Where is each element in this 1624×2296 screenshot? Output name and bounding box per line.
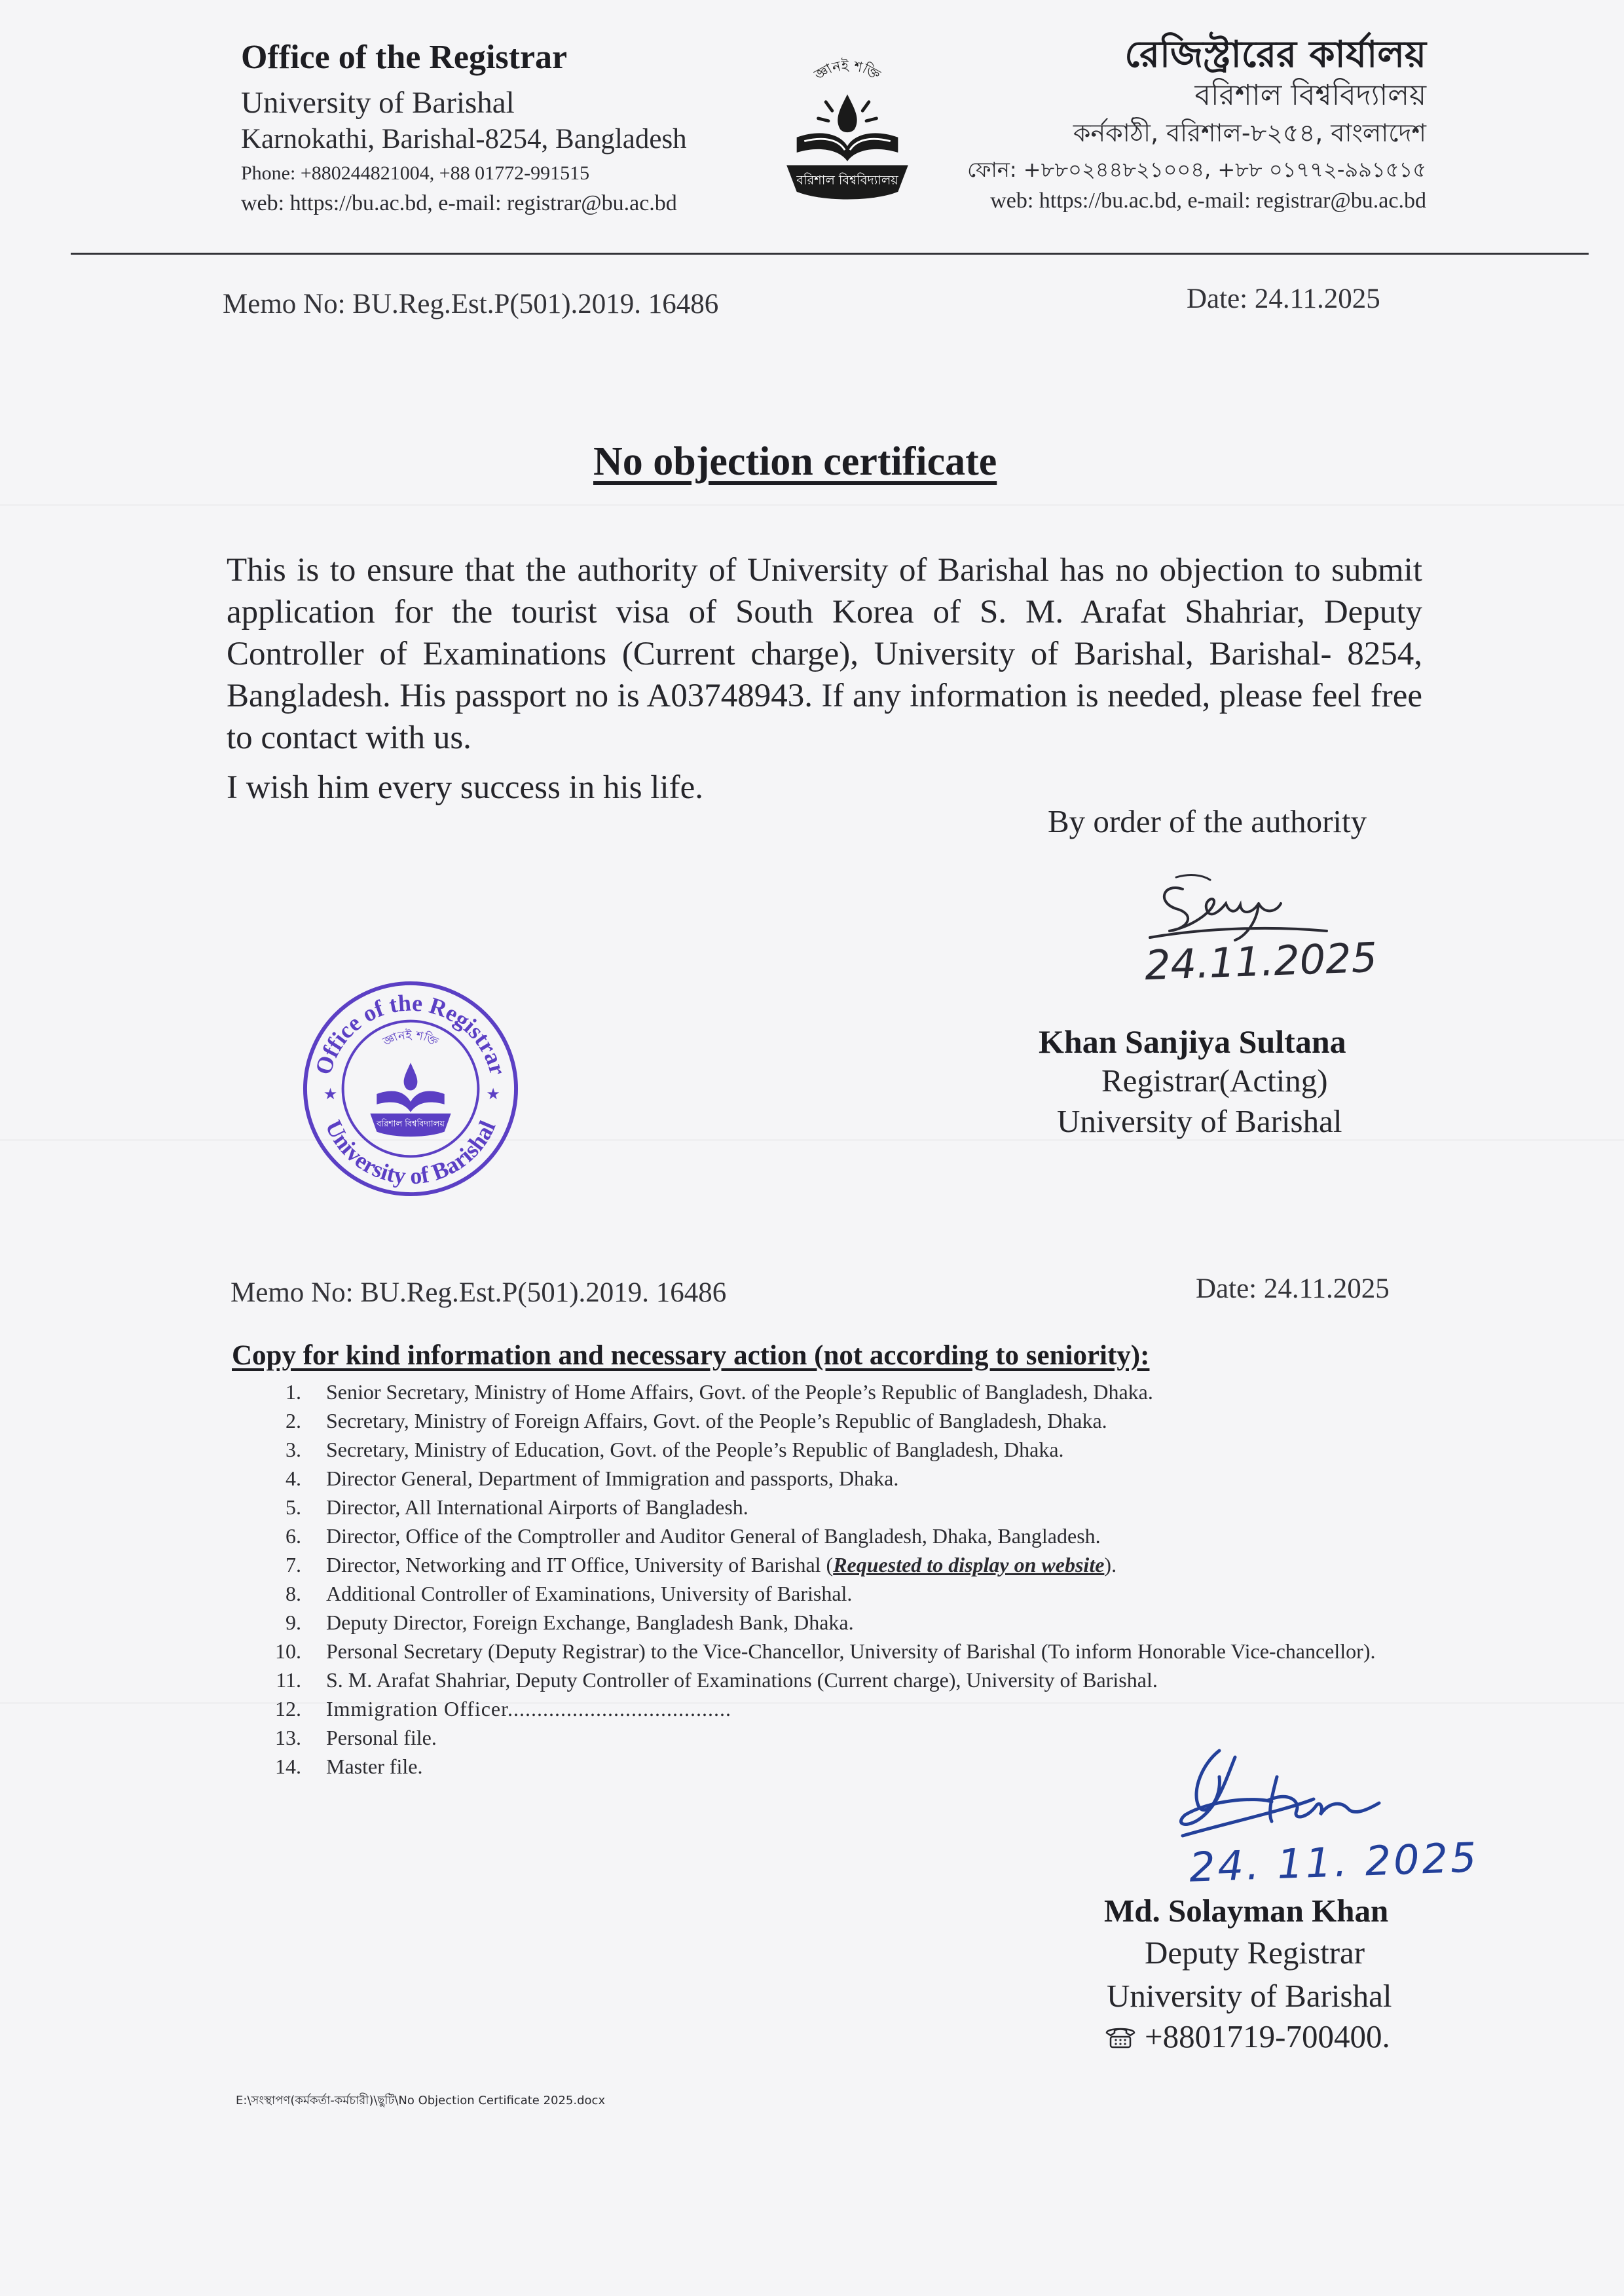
by-order-line: By order of the authority xyxy=(1048,803,1367,839)
list-item-text: Secretary, Ministry of Education, Govt. of the People’s Republic of Bangladesh, Dhaka. xyxy=(326,1438,1064,1461)
list-item-number: 2. xyxy=(286,1409,301,1432)
list-item xyxy=(274,1608,1426,1637)
list-item-text: Director, All International Airports of Bangladesh. xyxy=(326,1495,748,1519)
certificate-title: No objection certificate xyxy=(593,439,997,484)
signatory-deputy-registrar-university: University of Barishal xyxy=(1107,1978,1392,2014)
list-item-text: Director, Networking and IT Office, University of Barishal ( xyxy=(326,1553,834,1576)
svg-text:জ্ঞানই শক্তি xyxy=(380,1029,441,1049)
phone-number: +8801719-700400. xyxy=(1145,2018,1390,2054)
letterhead-address-en: Karnokathi, Barishal-8254, Bangladesh xyxy=(241,124,687,155)
list-item-text: Director General, Department of Immigration and passports, Dhaka. xyxy=(326,1467,899,1490)
signatory-registrar-university: University of Barishal xyxy=(1057,1103,1342,1139)
list-item-number: 12. xyxy=(275,1697,301,1721)
list-item xyxy=(274,1377,1426,1406)
signature-registrar-date: 24.11.2025 xyxy=(1143,933,1378,990)
letterhead-phone-bn: ফোন: +৮৮০২৪৪৮২১০০৪, +৮৮ ০১৭৭২-৯৯১৫১৫ xyxy=(967,157,1426,182)
list-item-text: Immigration Officer...................................... xyxy=(326,1697,731,1721)
letterhead-university-en: University of Barishal xyxy=(241,86,515,120)
memo-date: Date: 24.11.2025 xyxy=(1187,283,1380,314)
list-item-text: Senior Secretary, Ministry of Home Affairs, Govt. of the People’s Republic of Bangladesh, Dhaka. xyxy=(326,1380,1153,1404)
signatory-deputy-registrar-phone xyxy=(1104,2018,1390,2055)
copy-heading: Copy for kind information and necessary action (not according to seniority): xyxy=(232,1340,1150,1371)
paper-crease xyxy=(0,1139,1624,1141)
list-item-number: 14. xyxy=(275,1755,301,1778)
letterhead-divider xyxy=(71,253,1589,255)
letterhead-address-bn: কর্নকাঠী, বরিশাল-৮২৫৪, বাংলাদেশ xyxy=(1073,118,1426,147)
emblem-banner-text: বরিশাল বিশ্ববিদ্যালয় xyxy=(796,172,898,188)
list-item-number: 11. xyxy=(276,1668,301,1692)
signatory-deputy-registrar-name: Md. Solayman Khan xyxy=(1104,1893,1389,1929)
seal-text-top: Office of the Registrar xyxy=(310,989,511,1078)
letterhead-web-en: web: https://bu.ac.bd, e-mail: registrar@bu.ac.bd xyxy=(241,191,677,215)
list-item xyxy=(274,1694,1426,1723)
seal-banner-text: বরিশাল বিশ্ববিদ্যালয় xyxy=(377,1119,445,1129)
office-seal-stamp xyxy=(300,978,521,1199)
paper-crease xyxy=(0,504,1624,506)
list-item-number: 8. xyxy=(286,1582,301,1605)
seal-star-icon: ★ xyxy=(323,1085,338,1103)
list-item xyxy=(274,1522,1426,1550)
list-item-text: Director, Office of the Comptroller and Auditor General of Bangladesh, Dhaka, Bangladesh. xyxy=(326,1524,1101,1548)
signatory-registrar-designation: Registrar(Acting) xyxy=(1101,1063,1328,1099)
list-item-number: 4. xyxy=(286,1467,301,1490)
copy-distribution-list xyxy=(274,1377,1426,1781)
list-item-text: Personal Secretary (Deputy Registrar) to the Vice-Chancellor, University of Barishal (To inform Honorable Vice-chancellor). xyxy=(326,1639,1376,1663)
list-item-text: Secretary, Ministry of Foreign Affairs, Govt. of the People’s Republic of Bangladesh, Dhaka. xyxy=(326,1409,1107,1432)
list-item-number: 3. xyxy=(286,1438,301,1461)
list-item-text: Additional Controller of Examinations, University of Barishal. xyxy=(326,1582,853,1605)
document-file-path: E:\সংস্থাপণ(কর্মকর্তা-কর্মচারী)\ছুটি\No Objection Certificate 2025.docx xyxy=(236,2094,606,2107)
copy-memo-date: Date: 24.11.2025 xyxy=(1196,1273,1390,1304)
list-item xyxy=(274,1435,1426,1464)
svg-text:জ্ঞানই শক্তি xyxy=(811,58,883,84)
list-item xyxy=(274,1666,1426,1694)
letterhead-web-bn: web: https://bu.ac.bd, e-mail: registrar@bu.ac.bd xyxy=(990,189,1426,213)
letterhead-title-en: Office of the Registrar xyxy=(241,39,568,76)
list-item-suffix: ). xyxy=(1104,1553,1117,1576)
list-item-number: 6. xyxy=(286,1524,301,1548)
telephone-icon xyxy=(1104,2024,1137,2050)
certificate-body: This is to ensure that the authority of University of Barishal has no objection to submit application for the tourist visa of South Korea of S. M. Arafat Shahriar, Deputy Controller of Examinations (Current charge), University of Barishal, Barishal- 8254, Bangladesh. His passport no is A03748943. If any information is needed, please feel free to contact with us. xyxy=(227,552,1422,756)
website-display-note: Requested to display on website xyxy=(833,1553,1105,1576)
list-item-text: Deputy Director, Foreign Exchange, Bangladesh Bank, Dhaka. xyxy=(326,1611,854,1634)
seal-star-icon: ★ xyxy=(486,1085,500,1103)
list-item-text: Master file. xyxy=(326,1755,423,1778)
list-item-text: Personal file. xyxy=(326,1726,437,1749)
list-item xyxy=(274,1464,1426,1493)
seal-text-bottom: University of Barishal xyxy=(320,1116,501,1190)
university-emblem-icon xyxy=(771,58,923,210)
list-item-number: 5. xyxy=(286,1495,301,1519)
list-item-number: 7. xyxy=(286,1553,301,1576)
list-item xyxy=(274,1493,1426,1522)
list-item xyxy=(274,1637,1426,1666)
signatory-deputy-registrar-designation: Deputy Registrar xyxy=(1145,1935,1365,1971)
certificate-wish: I wish him every success in his life. xyxy=(227,769,704,806)
list-item xyxy=(274,1406,1426,1435)
letterhead-title-bn: রেজিস্ট্রারের কার্যালয় xyxy=(1124,33,1426,76)
signature-deputy-registrar-date: 24. 11. 2025 xyxy=(1188,1833,1480,1891)
copy-memo-number: Memo No: BU.Reg.Est.P(501).2019. 16486 xyxy=(231,1277,727,1308)
emblem-motto: জ্ঞানই শক্তি xyxy=(811,58,883,84)
letterhead-university-bn: বরিশাল বিশ্ববিদ্যালয় xyxy=(1194,79,1426,112)
signature-deputy-registrar xyxy=(1156,1738,1425,1853)
list-item-text: S. M. Arafat Shahriar, Deputy Controller of Examinations (Current charge), University of Barishal. xyxy=(326,1668,1158,1692)
seal-motto: জ্ঞানই শক্তি xyxy=(380,1028,441,1049)
list-item-number: 10. xyxy=(275,1639,301,1663)
list-item-number: 1. xyxy=(286,1380,301,1404)
list-item xyxy=(274,1579,1426,1608)
list-item-number: 13. xyxy=(275,1726,301,1749)
letterhead-phone-en: Phone: +880244821004, +88 01772-991515 xyxy=(241,162,590,184)
memo-number: Memo No: BU.Reg.Est.P(501).2019. 16486 xyxy=(223,289,719,319)
list-item xyxy=(274,1550,1426,1579)
list-item-number: 9. xyxy=(286,1611,301,1634)
signatory-registrar-name: Khan Sanjiya Sultana xyxy=(1039,1023,1346,1060)
